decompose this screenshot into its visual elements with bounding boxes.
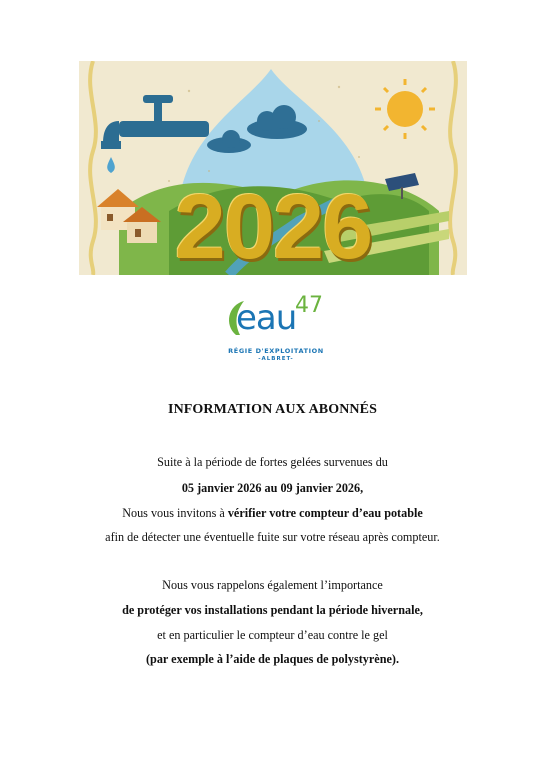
notice-line: et en particulier le compteur d’eau contre le gel	[157, 628, 388, 642]
header-illustration	[79, 61, 467, 275]
logo-tagline: RÉGIE D'EXPLOITATION	[228, 347, 324, 355]
notice-line	[0, 506, 545, 521]
notice-dates: 05 janvier 2026 au 09 janvier 2026,	[181, 481, 364, 495]
logo-word: eau	[236, 298, 297, 338]
notice-line-emphasis: vérifier votre compteur d’eau potable	[227, 506, 423, 520]
logo-subtitle: -ALBRET-	[258, 356, 294, 362]
notice-line-emphasis: de protéger vos installations pendant la période hivernale,	[122, 603, 423, 617]
notice-line: afin de détecter une éventuelle fuite sur votre réseau après compteur.	[105, 530, 440, 544]
notice-line-prefix: Nous vous invitons à	[122, 506, 228, 520]
notice-title: INFORMATION AUX ABONNÉS	[168, 402, 377, 417]
banner-year: 2026	[174, 176, 372, 275]
notice-line: Nous vous rappelons également l’importance	[162, 578, 383, 592]
notice-line: Suite à la période de fortes gelées survenues du	[157, 455, 388, 469]
notice-line-emphasis: (par exemple à l’aide de plaques de polystyrène).	[146, 652, 399, 666]
logo-number: 47	[295, 293, 323, 318]
eau47-logo	[222, 295, 328, 365]
